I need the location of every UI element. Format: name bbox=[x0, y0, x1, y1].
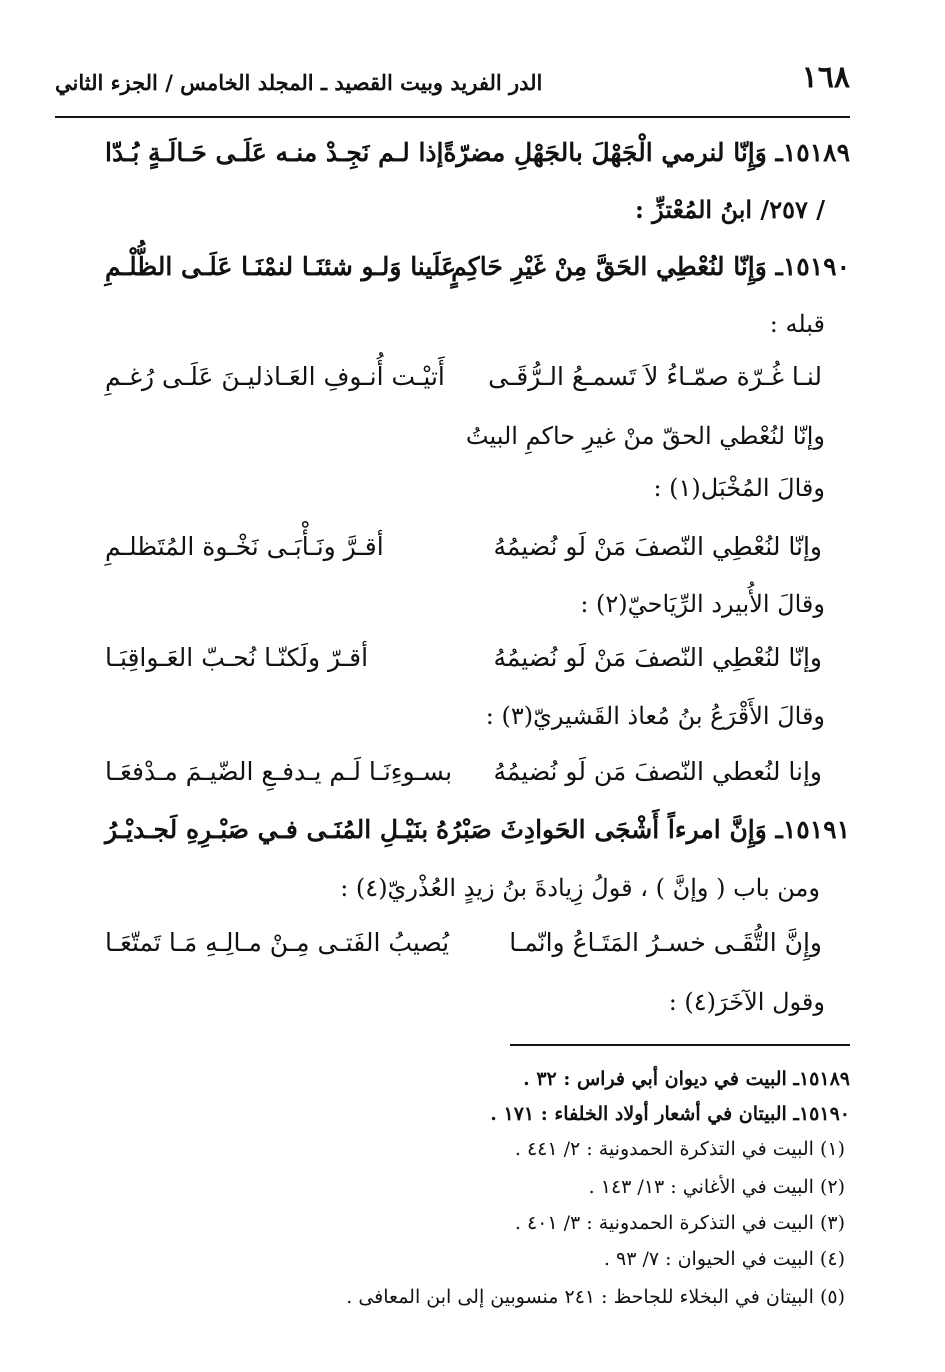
footnote: (٤) البيت في الحيوان : ٧/ ٩٣ . bbox=[603, 1248, 845, 1270]
footnote: (٥) البيتان في البخلاء للجاحظ : ٢٤١ منسوبين إلى ابن المعافى . bbox=[346, 1286, 845, 1308]
verse-first-hemistich: وإنّا لنُعْطِي النّصفَ مَنْ لَو نُضيمُهُ bbox=[493, 532, 822, 561]
verse-second-hemistich: أَتيْـت أُنـوفِ العَـاذليـنَ عَلَـى رُغـمِ bbox=[105, 362, 445, 391]
verse-second-hemistich: أقـرَّ ونَـأْبَـى نَخْـوة المُتَظلـمِ bbox=[105, 532, 384, 561]
verse-second-hemistich: بسـوءِنَـا لَـم يـدفـعِ الضّيـمَ مـدْفعَـا bbox=[105, 757, 453, 786]
footnote: (١) البيت في التذكرة الحمدونية : ٢/ ٤٤١ . bbox=[514, 1138, 845, 1160]
commentary-line: وقالَ الأُبيرد الرِّيَاحيّ(٢) : bbox=[580, 590, 825, 618]
attribution-line: / ٢٥٧/ ابنُ المُعْتزِّ : bbox=[634, 195, 825, 224]
footnote-rule bbox=[510, 1044, 850, 1046]
verse-second-hemistich: بنَيْـلِ المُنَـى فـي صَبْـرِهِ لَجـديْـرُ bbox=[105, 815, 429, 844]
verse-15190 bbox=[105, 252, 850, 308]
quoted-verse bbox=[105, 362, 850, 418]
commentary-line: وإنّا لنُعْطي الحقّ منْ غيرِ حاكمِ البيتُ bbox=[465, 422, 825, 450]
verse-first-hemistich: ١٥١٨٩ـ وَإِنّا لنرمي الْجَهْلَ بالجَهْلِ مضرّةً bbox=[443, 138, 850, 167]
verse-second-hemistich: عَلَينا وَلـو شئنَـا لنمْنَـا عَلَـى الظُّلْـمِ bbox=[105, 252, 457, 281]
verse-second-hemistich: أقـرّ ولَكنّـا نُحـبّ العَـواقِبَـا bbox=[105, 643, 369, 672]
page-number: ١٦٨ bbox=[801, 60, 850, 95]
commentary-line: وقالَ الأَقْرَعُ بنُ مُعاذ القَشيريّ(٣) : bbox=[485, 702, 825, 730]
verse-first-hemistich: ١٥١٩١ـ وَإِنَّ امرءاً أَشْجَى الحَوادِثَ صَبْرُهُ bbox=[436, 815, 850, 844]
quoted-verse bbox=[105, 928, 850, 984]
quoted-verse bbox=[105, 532, 850, 588]
verse-first-hemistich: وإنّا لنُعْطِي النّصفَ مَنْ لَو نُضيمُهُ bbox=[493, 643, 822, 672]
commentary-line: قبله : bbox=[769, 310, 825, 338]
verse-first-hemistich: لنـا غُـرّة صمّـاءُ لاَ تَسمـعُ الـرُّقَـى bbox=[488, 362, 822, 391]
quoted-verse bbox=[105, 643, 850, 699]
verse-first-hemistich: وإِنَّ التُّقَـى خسـرُ المَتَـاعُ وانّمـا bbox=[509, 928, 822, 957]
verse-second-hemistich: يُصيبُ الفَتـى مِـنْ مـالِـهِ مَـا تَمتّعَـا bbox=[105, 928, 450, 957]
footnote: ١٥١٩٠ـ البيتان في أشعار أولاد الخلفاء : ١٧١ . bbox=[490, 1103, 850, 1125]
page-header bbox=[55, 60, 850, 106]
running-title: الدر الفريد وبيت القصيد ـ المجلد الخامس / الجزء الثاني bbox=[55, 70, 543, 95]
footnote: ١٥١٨٩ـ البيت في ديوان أبي فراس : ٣٢ . bbox=[523, 1068, 850, 1090]
commentary-line: ومن باب ( وإنَّ ) ، قولُ زِيادةَ بنُ زيدٍ العُذْريّ(٤) : bbox=[340, 874, 820, 902]
header-rule bbox=[55, 116, 850, 118]
footnote: (٣) البيت في التذكرة الحمدونية : ٣/ ٤٠١ . bbox=[514, 1212, 845, 1234]
commentary-line: وقول الآخَرَ(٤) : bbox=[668, 988, 825, 1016]
verse-first-hemistich: وإنا لنُعطي النّصفَ مَن لَو نُضيمُهُ bbox=[493, 757, 822, 786]
quoted-verse bbox=[105, 757, 850, 813]
verse-15189 bbox=[105, 138, 850, 194]
commentary-line: وقالَ المُخْبَل(١) : bbox=[653, 474, 825, 502]
verse-second-hemistich: إذا لـم نَجِـدْ منـه عَلَـى حَـالَـةٍ بُـدّا bbox=[105, 138, 444, 167]
verse-15191 bbox=[105, 815, 850, 871]
verse-first-hemistich: ١٥١٩٠ـ وَإِنّا لنُعْطِي الحَقَّ مِنْ غَيْرِ حَاكِمٍ bbox=[451, 252, 850, 281]
footnote: (٢) البيت في الأغاني : ١٣/ ١٤٣ . bbox=[588, 1176, 845, 1198]
